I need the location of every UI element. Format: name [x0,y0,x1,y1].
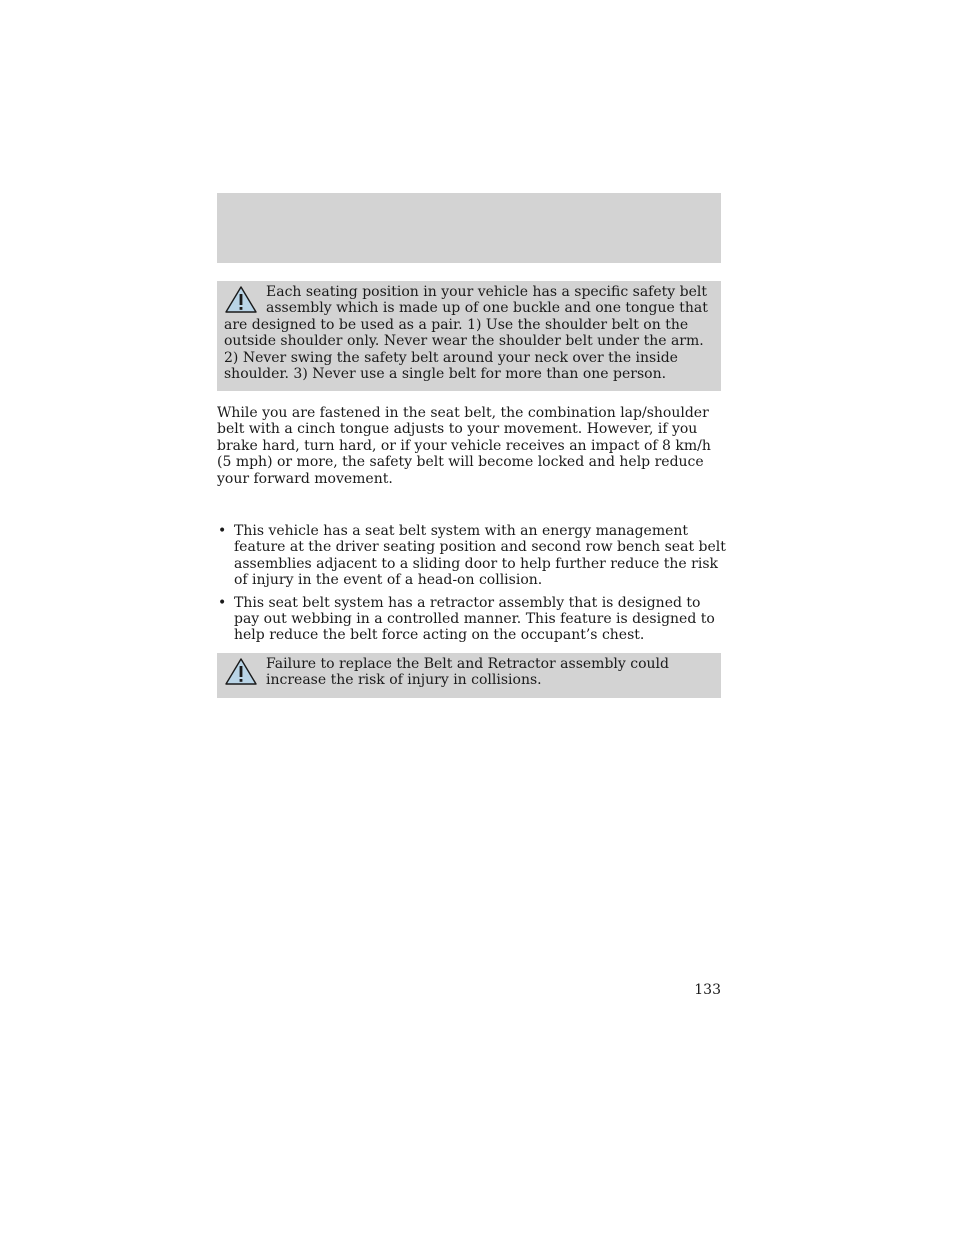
list-item-text: This vehicle has a seat belt system with an energy management feature at the driver seating position and second row bench seat belt assemblies adjacent to a sliding door to help further reduce the risk of injury in the event of a head-on collision. [234,523,726,589]
list-item [217,523,727,589]
page-number: 133 [694,982,721,998]
list-item-text: This seat belt system has a retractor assembly that is designed to pay out webbing in a controlled manner. This feature is designed to help reduce the belt force acting on the occupant’s chest. [234,594,715,644]
warning-box-retractor [217,653,721,698]
bullet-marker: • [218,594,227,611]
bullet-marker: • [218,523,227,539]
list-item [217,595,727,644]
warning-triangle-icon [224,285,258,315]
header-band [217,193,721,263]
warning-triangle-icon [224,657,258,687]
body-paragraph: While you are fastened in the seat belt, the combination lap/shoulder belt with a cinch tongue adjusts to your movement. However, if you brake hard, turn hard, or if your vehicle receives an impact of 8 km/h (5 mph) or more, the safety belt will become locked and help reduce your forward movement. [217,405,711,487]
warning-box-seat-belt-pairing [217,281,721,391]
warning-text: Failure to replace the Belt and Retractor assembly could increase the risk of injury in collisions. [266,656,669,689]
warning-text: Each seating position in your vehicle has a specific safety belt assembly which is made up of one buckle and one tongue that are designed to be used as a pair. 1) Use the shoulder belt on the outside shoulder only. Never wear the shoulder belt under the arm. 2) Never swing the safety belt around your neck over the inside shoulder. 3) Never use a single belt for more than one person. [224,284,708,383]
bullet-list [217,523,727,650]
